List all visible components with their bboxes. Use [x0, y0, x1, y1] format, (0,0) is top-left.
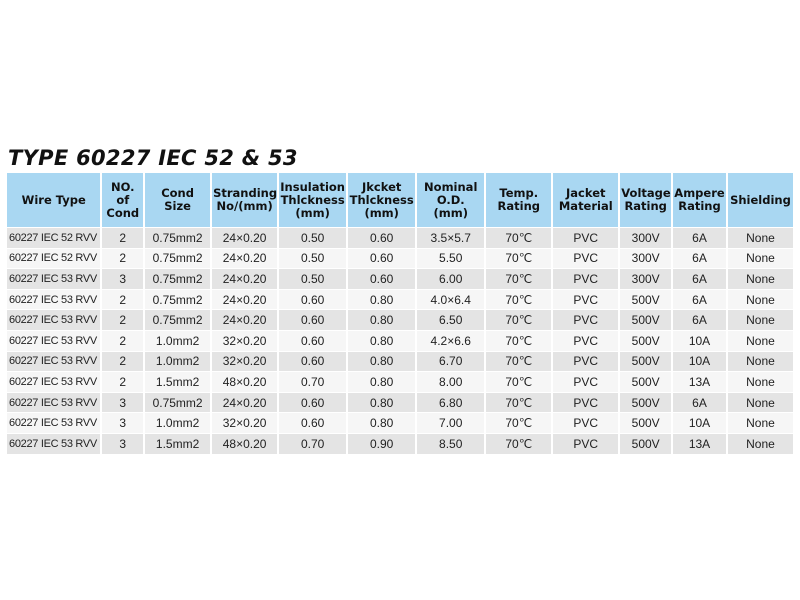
table-cell: 60227 IEC 53 RVV	[7, 372, 100, 392]
table-cell: 0.60	[348, 228, 415, 248]
table-cell: 60227 IEC 52 RVV	[7, 249, 100, 269]
table-cell: 0.75mm2	[145, 290, 210, 310]
table-cell: 6A	[673, 310, 726, 330]
table-cell: 0.80	[348, 413, 415, 433]
table-cell: 70℃	[486, 413, 551, 433]
column-header	[212, 173, 277, 227]
table-cell: 60227 IEC 53 RVV	[7, 413, 100, 433]
table-cell: 6.80	[417, 393, 484, 413]
table-cell: PVC	[553, 434, 618, 454]
table-cell: PVC	[553, 372, 618, 392]
table-cell: 300V	[620, 228, 671, 248]
table-cell: 2	[102, 372, 143, 392]
table-cell: 0.50	[279, 249, 346, 269]
table-cell: 2	[102, 228, 143, 248]
table-cell: 60227 IEC 53 RVV	[7, 434, 100, 454]
table-cell: None	[728, 310, 793, 330]
table-cell: 500V	[620, 331, 671, 351]
table-row	[7, 352, 793, 372]
table-cell: 6A	[673, 228, 726, 248]
table-cell: 60227 IEC 53 RVV	[7, 352, 100, 372]
table-cell: 500V	[620, 352, 671, 372]
table-cell: 48×0.20	[212, 434, 277, 454]
table-cell: 6.00	[417, 269, 484, 289]
table-cell: 0.60	[279, 310, 346, 330]
table-cell: 0.80	[348, 372, 415, 392]
table-cell: 5.50	[417, 249, 484, 269]
column-header-label: Voltage	[621, 186, 671, 200]
table-cell: None	[728, 434, 793, 454]
table-cell: 8.50	[417, 434, 484, 454]
table-cell: 0.60	[279, 290, 346, 310]
column-header-label: Stranding	[213, 186, 278, 200]
table-cell: PVC	[553, 352, 618, 372]
table-cell: 1.0mm2	[145, 352, 210, 372]
table-cell: 24×0.20	[212, 310, 277, 330]
table-cell: 10A	[673, 413, 726, 433]
column-header-label: Insulation	[280, 179, 345, 194]
column-header-label: Material	[558, 199, 613, 213]
table-cell: 2	[102, 310, 143, 330]
column-header-label: Cond Size	[161, 186, 194, 213]
table-cell: PVC	[553, 290, 618, 310]
table-cell: 0.60	[348, 249, 415, 269]
table-cell: None	[728, 413, 793, 433]
column-header-label: Ampere	[674, 186, 725, 200]
table-cell: 1.5mm2	[145, 372, 210, 392]
table-cell: 24×0.20	[212, 269, 277, 289]
column-header	[279, 173, 346, 227]
table-cell: PVC	[553, 413, 618, 433]
table-cell: 2	[102, 331, 143, 351]
table-cell: 0.60	[348, 269, 415, 289]
table-cell: 70℃	[486, 372, 551, 392]
table-row	[7, 413, 793, 433]
column-header	[417, 173, 484, 227]
column-header-label: (mm)	[295, 205, 330, 220]
table-cell: 500V	[620, 310, 671, 330]
table-cell: 8.00	[417, 372, 484, 392]
table-cell: 0.90	[348, 434, 415, 454]
table-cell: 70℃	[486, 393, 551, 413]
column-header-label: No/(mm)	[216, 199, 273, 213]
table-cell: 1.5mm2	[145, 434, 210, 454]
column-header-label: (mm)	[433, 205, 468, 220]
column-header-label: (mm)	[364, 205, 399, 220]
table-cell: 70℃	[486, 269, 551, 289]
column-header	[145, 173, 210, 227]
table-row	[7, 228, 793, 248]
column-header-label: O.D.	[436, 192, 465, 207]
table-row	[7, 249, 793, 269]
table-cell: PVC	[553, 249, 618, 269]
table-cell: 500V	[620, 434, 671, 454]
table-cell: 4.2×6.6	[417, 331, 484, 351]
column-header-label: Thlckness	[349, 192, 414, 207]
table-cell: 0.75mm2	[145, 228, 210, 248]
table-cell: 6A	[673, 393, 726, 413]
table-row	[7, 393, 793, 413]
table-cell: 0.50	[279, 269, 346, 289]
column-header	[7, 173, 100, 227]
table-cell: 0.80	[348, 310, 415, 330]
cable-spec-table	[5, 172, 795, 455]
table-cell: 48×0.20	[212, 372, 277, 392]
table-cell: 6A	[673, 290, 726, 310]
column-header-label: Cond	[106, 205, 140, 220]
table-cell: 4.0×6.4	[417, 290, 484, 310]
column-header-label: Wire Type	[21, 192, 86, 207]
table-cell: 70℃	[486, 331, 551, 351]
column-header	[102, 173, 143, 227]
table-cell: 3	[102, 434, 143, 454]
table-cell: 6A	[673, 249, 726, 269]
table-cell: 3	[102, 413, 143, 433]
table-cell: 1.0mm2	[145, 331, 210, 351]
table-cell: 70℃	[486, 249, 551, 269]
table-cell: 70℃	[486, 228, 551, 248]
table-cell: 70℃	[486, 434, 551, 454]
table-row	[7, 331, 793, 351]
table-cell: 0.50	[279, 228, 346, 248]
column-header-label: Shielding	[730, 192, 791, 207]
table-cell: 70℃	[486, 310, 551, 330]
table-cell: 60227 IEC 53 RVV	[7, 393, 100, 413]
column-header-label: Thlckness	[280, 192, 345, 207]
table-cell: None	[728, 290, 793, 310]
table-cell: PVC	[553, 269, 618, 289]
column-header-label: Rating	[624, 199, 667, 213]
table-cell: None	[728, 228, 793, 248]
table-cell: 300V	[620, 249, 671, 269]
table-cell: 13A	[673, 372, 726, 392]
table-cell: 0.60	[279, 393, 346, 413]
column-header-label: Rating	[497, 199, 540, 213]
table-cell: PVC	[553, 393, 618, 413]
table-cell: 24×0.20	[212, 249, 277, 269]
column-header-label: Jkcket	[361, 179, 402, 194]
table-cell: 0.70	[279, 372, 346, 392]
column-header-label: Rating	[678, 199, 721, 213]
table-cell: 13A	[673, 434, 726, 454]
table-cell: 500V	[620, 290, 671, 310]
table-cell: PVC	[553, 310, 618, 330]
table-cell: None	[728, 331, 793, 351]
table-cell: 10A	[673, 331, 726, 351]
table-cell: 32×0.20	[212, 331, 277, 351]
table-cell: 300V	[620, 269, 671, 289]
table-cell: 0.70	[279, 434, 346, 454]
table-cell: 60227 IEC 53 RVV	[7, 269, 100, 289]
table-cell: 500V	[620, 413, 671, 433]
table-cell: 0.60	[279, 352, 346, 372]
table-cell: 2	[102, 249, 143, 269]
page-title: TYPE 60227 IEC 52 & 53	[8, 146, 298, 170]
table-cell: 6.70	[417, 352, 484, 372]
table-cell: 500V	[620, 372, 671, 392]
table-cell: 0.75mm2	[145, 249, 210, 269]
column-header	[553, 173, 618, 227]
table-cell: 32×0.20	[212, 352, 277, 372]
table-cell: 0.80	[348, 290, 415, 310]
table-cell: 0.80	[348, 331, 415, 351]
column-header	[728, 173, 793, 227]
table-cell: 70℃	[486, 290, 551, 310]
column-header-label: Temp.	[499, 186, 539, 200]
table-cell: PVC	[553, 228, 618, 248]
table-row	[7, 310, 793, 330]
column-header-label: Nominal	[424, 179, 478, 194]
table-cell: 60227 IEC 52 RVV	[7, 228, 100, 248]
table-cell: 60227 IEC 53 RVV	[7, 310, 100, 330]
table-cell: 1.0mm2	[145, 413, 210, 433]
table-cell: 60227 IEC 53 RVV	[7, 331, 100, 351]
table-cell: None	[728, 269, 793, 289]
table-cell: None	[728, 372, 793, 392]
table-cell: None	[728, 352, 793, 372]
table-cell: 3.5×5.7	[417, 228, 484, 248]
table-cell: 0.75mm2	[145, 393, 210, 413]
table-cell: PVC	[553, 331, 618, 351]
table-cell: 3	[102, 393, 143, 413]
column-header	[620, 173, 671, 227]
column-header-label: NO. of	[111, 179, 135, 207]
column-header	[348, 173, 415, 227]
table-cell: 2	[102, 290, 143, 310]
table-cell: None	[728, 249, 793, 269]
table-cell: 70℃	[486, 352, 551, 372]
table-cell: 6.50	[417, 310, 484, 330]
table-row	[7, 372, 793, 392]
table-cell: 0.60	[279, 331, 346, 351]
table-cell: 60227 IEC 53 RVV	[7, 290, 100, 310]
table-cell: 500V	[620, 393, 671, 413]
column-header	[673, 173, 726, 227]
table-row	[7, 290, 793, 310]
table-cell: 24×0.20	[212, 290, 277, 310]
table-row	[7, 434, 793, 454]
table-cell: 24×0.20	[212, 228, 277, 248]
table-cell: 6A	[673, 269, 726, 289]
table-body	[7, 228, 793, 454]
column-header-label: Jacket	[566, 186, 606, 200]
table-row	[7, 269, 793, 289]
table-cell: 0.75mm2	[145, 310, 210, 330]
table-cell: 0.80	[348, 393, 415, 413]
table-cell: None	[728, 393, 793, 413]
table-cell: 32×0.20	[212, 413, 277, 433]
table-cell: 0.60	[279, 413, 346, 433]
table-cell: 0.80	[348, 352, 415, 372]
table-cell: 24×0.20	[212, 393, 277, 413]
table-cell: 0.75mm2	[145, 269, 210, 289]
table-cell: 2	[102, 352, 143, 372]
column-header	[486, 173, 551, 227]
table-cell: 10A	[673, 352, 726, 372]
table-cell: 3	[102, 269, 143, 289]
table-header-row	[7, 173, 793, 227]
table-cell: 7.00	[417, 413, 484, 433]
